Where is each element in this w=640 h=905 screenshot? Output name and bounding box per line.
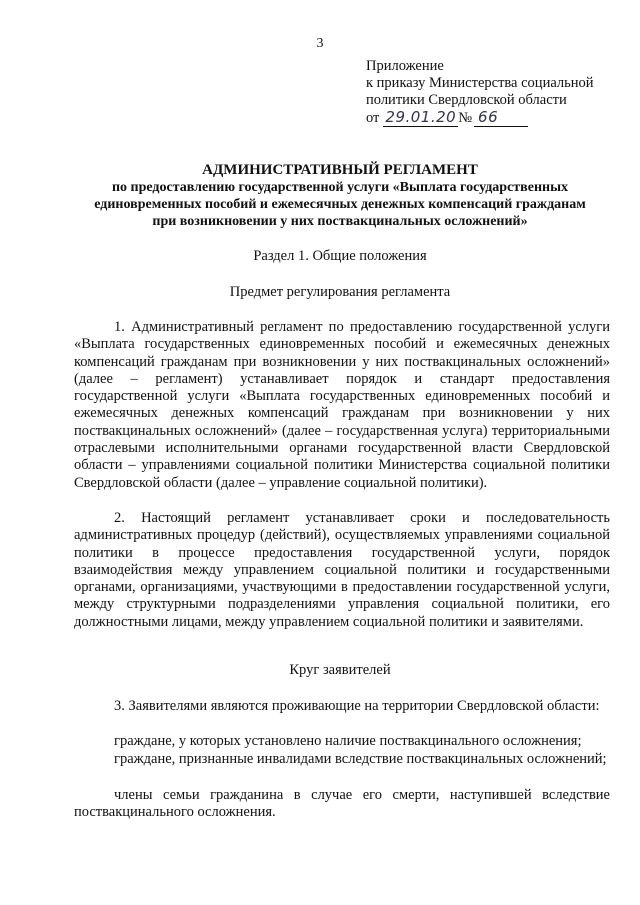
- document-title-block: [70, 162, 610, 230]
- handwritten-number: 66: [474, 109, 528, 127]
- number-label: №: [458, 110, 473, 126]
- document-subtitle-line3: при возникновении у них поствакцинальных осложнений»: [152, 214, 528, 229]
- appendix-date-line: [366, 109, 626, 127]
- section-heading: Раздел 1. Общие положения: [253, 248, 427, 264]
- document-subtitle-line2: единовременных пособий и ежемесячных денежных компенсаций гражданам: [94, 197, 586, 212]
- appendix-block: [366, 58, 626, 127]
- paragraph-3: 3. Заявителями являются проживающие на территории Свердловской области:: [114, 698, 600, 714]
- document-subtitle-line1: по предоставлению государственной услуги «Выплата государственных: [111, 180, 569, 195]
- paragraph-3a: граждане, у которых установлено наличие поствакцинального осложнения;: [114, 733, 582, 749]
- subsection-heading: Предмет регулирования регламента: [229, 284, 451, 300]
- applicants-heading: Круг заявителей: [289, 662, 391, 678]
- page-number: 3: [316, 36, 324, 51]
- appendix-order-line: к приказу Министерства социальной: [366, 75, 594, 91]
- from-label: от: [366, 110, 380, 126]
- appendix-title: Приложение: [366, 58, 444, 74]
- paragraph-2: 2. Настоящий регламент устанавливает сроки и последовательность административных процедур (действий), осуществляемых управлениями социальной политики в процессе предоставления государственной услуги, порядок взаимодействия между управлением социальной политики и государственными органами, организациями, участвующими в предоставлении государственной услуги, между структурными подразделениями управления социальной политики, его должностными лицами, между управлением социальной политики и заявителями.: [74, 510, 610, 630]
- handwritten-date: 29.01.20: [385, 108, 457, 126]
- document-title: АДМИНИСТРАТИВНЫЙ РЕГЛАМЕНТ: [202, 162, 478, 178]
- paragraph-1: 1. Административный регламент по предоставлению государственной услуги «Выплата государственных единовременных пособий и ежемесячных денежных компенсаций гражданам при возникновении у них поствакцинальных осложнений» (далее – регламент) устанавливает порядок и стандарт предоставления государственной услуги «Выплата государственных единовременных пособий и ежемесячных денежных компенсаций гражданам при возникновении у них поствакцинальных осложнений» (далее – государственная услуга) территориальными отраслевыми исполнительными органами государственной власти Свердловской области – управлениями социальной политики Министерства социальной политики Свердловской области (далее – управление социальной политики).: [74, 319, 610, 491]
- appendix-ministry-line: политики Свердловской области: [366, 92, 567, 108]
- paragraph-3c: члены семьи гражданина в случае его смерти, наступившей вследствие поствакцинального осложнения.: [74, 787, 610, 821]
- paragraph-3b: граждане, признанные инвалидами вследствие поствакцинальных осложнений;: [114, 751, 607, 767]
